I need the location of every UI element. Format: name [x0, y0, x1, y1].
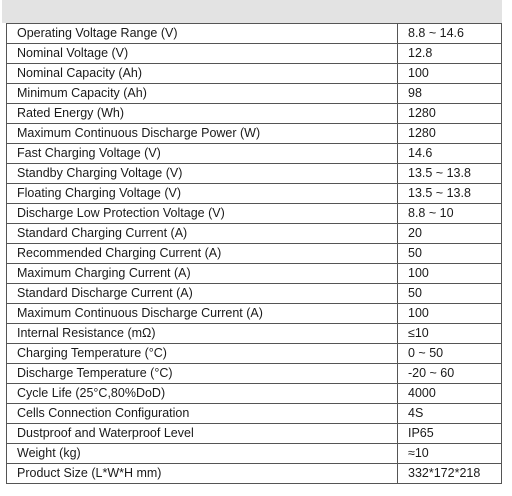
spec-parameter-cell: Maximum Continuous Discharge Current (A) — [7, 304, 398, 324]
spec-value-cell: 50 — [398, 284, 502, 304]
table-row — [7, 344, 502, 364]
table-row — [7, 404, 502, 424]
spec-parameter-cell: Discharge Low Protection Voltage (V) — [7, 204, 398, 224]
spec-parameter-cell: Nominal Capacity (Ah) — [7, 64, 398, 84]
spec-parameter-cell: Internal Resistance (mΩ) — [7, 324, 398, 344]
spec-parameter-cell: Product Size (L*W*H mm) — [7, 464, 398, 484]
table-row — [7, 124, 502, 144]
spec-parameter-cell: Maximum Continuous Discharge Power (W) — [7, 124, 398, 144]
spec-value-cell: 13.5 ~ 13.8 — [398, 184, 502, 204]
table-row — [7, 224, 502, 244]
spec-value-cell: 13.5 ~ 13.8 — [398, 164, 502, 184]
table-row — [7, 204, 502, 224]
spec-value-cell: 50 — [398, 244, 502, 264]
spec-value-cell: 0 ~ 50 — [398, 344, 502, 364]
spec-value-cell: ≤10 — [398, 324, 502, 344]
table-row — [7, 384, 502, 404]
spec-value-cell: IP65 — [398, 424, 502, 444]
spec-parameter-cell: Weight (kg) — [7, 444, 398, 464]
spec-value-cell: 4S — [398, 404, 502, 424]
table-row — [7, 64, 502, 84]
spec-value-cell: 1280 — [398, 104, 502, 124]
spec-table-body — [7, 24, 502, 484]
table-row — [7, 144, 502, 164]
spec-value-cell: 98 — [398, 84, 502, 104]
table-row — [7, 24, 502, 44]
table-row — [7, 464, 502, 484]
spec-parameter-cell: Operating Voltage Range (V) — [7, 24, 398, 44]
spec-value-cell: 100 — [398, 264, 502, 284]
table-row — [7, 424, 502, 444]
table-row — [7, 364, 502, 384]
spec-value-cell: 20 — [398, 224, 502, 244]
table-row — [7, 284, 502, 304]
table-row — [7, 84, 502, 104]
spec-parameter-cell: Charging Temperature (°C) — [7, 344, 398, 364]
spec-value-cell: 100 — [398, 64, 502, 84]
table-row — [7, 304, 502, 324]
battery-spec-table — [6, 23, 502, 484]
table-row — [7, 324, 502, 344]
table-row — [7, 264, 502, 284]
spec-parameter-cell: Floating Charging Voltage (V) — [7, 184, 398, 204]
spec-value-cell: 332*172*218 — [398, 464, 502, 484]
spec-parameter-cell: Standby Charging Voltage (V) — [7, 164, 398, 184]
spec-parameter-cell: Minimum Capacity (Ah) — [7, 84, 398, 104]
spec-parameter-cell: Discharge Temperature (°C) — [7, 364, 398, 384]
spec-value-cell: 8.8 ~ 10 — [398, 204, 502, 224]
table-row — [7, 104, 502, 124]
spec-value-cell: 14.6 — [398, 144, 502, 164]
spec-value-cell: -20 ~ 60 — [398, 364, 502, 384]
table-row — [7, 244, 502, 264]
table-row — [7, 164, 502, 184]
spec-parameter-cell: Cells Connection Configuration — [7, 404, 398, 424]
spec-parameter-cell: Rated Energy (Wh) — [7, 104, 398, 124]
table-header-band — [2, 0, 502, 23]
spec-parameter-cell: Maximum Charging Current (A) — [7, 264, 398, 284]
spec-parameter-cell: Recommended Charging Current (A) — [7, 244, 398, 264]
spec-parameter-cell: Cycle Life (25°C,80%DoD) — [7, 384, 398, 404]
spec-value-cell: 4000 — [398, 384, 502, 404]
spec-parameter-cell: Dustproof and Waterproof Level — [7, 424, 398, 444]
spec-value-cell: 100 — [398, 304, 502, 324]
spec-value-cell: 12.8 — [398, 44, 502, 64]
spec-parameter-cell: Standard Discharge Current (A) — [7, 284, 398, 304]
spec-parameter-cell: Nominal Voltage (V) — [7, 44, 398, 64]
spec-value-cell: 8.8 ~ 14.6 — [398, 24, 502, 44]
table-row — [7, 44, 502, 64]
spec-value-cell: 1280 — [398, 124, 502, 144]
table-row — [7, 444, 502, 464]
spec-value-cell: ≈10 — [398, 444, 502, 464]
spec-parameter-cell: Standard Charging Current (A) — [7, 224, 398, 244]
spec-parameter-cell: Fast Charging Voltage (V) — [7, 144, 398, 164]
table-row — [7, 184, 502, 204]
